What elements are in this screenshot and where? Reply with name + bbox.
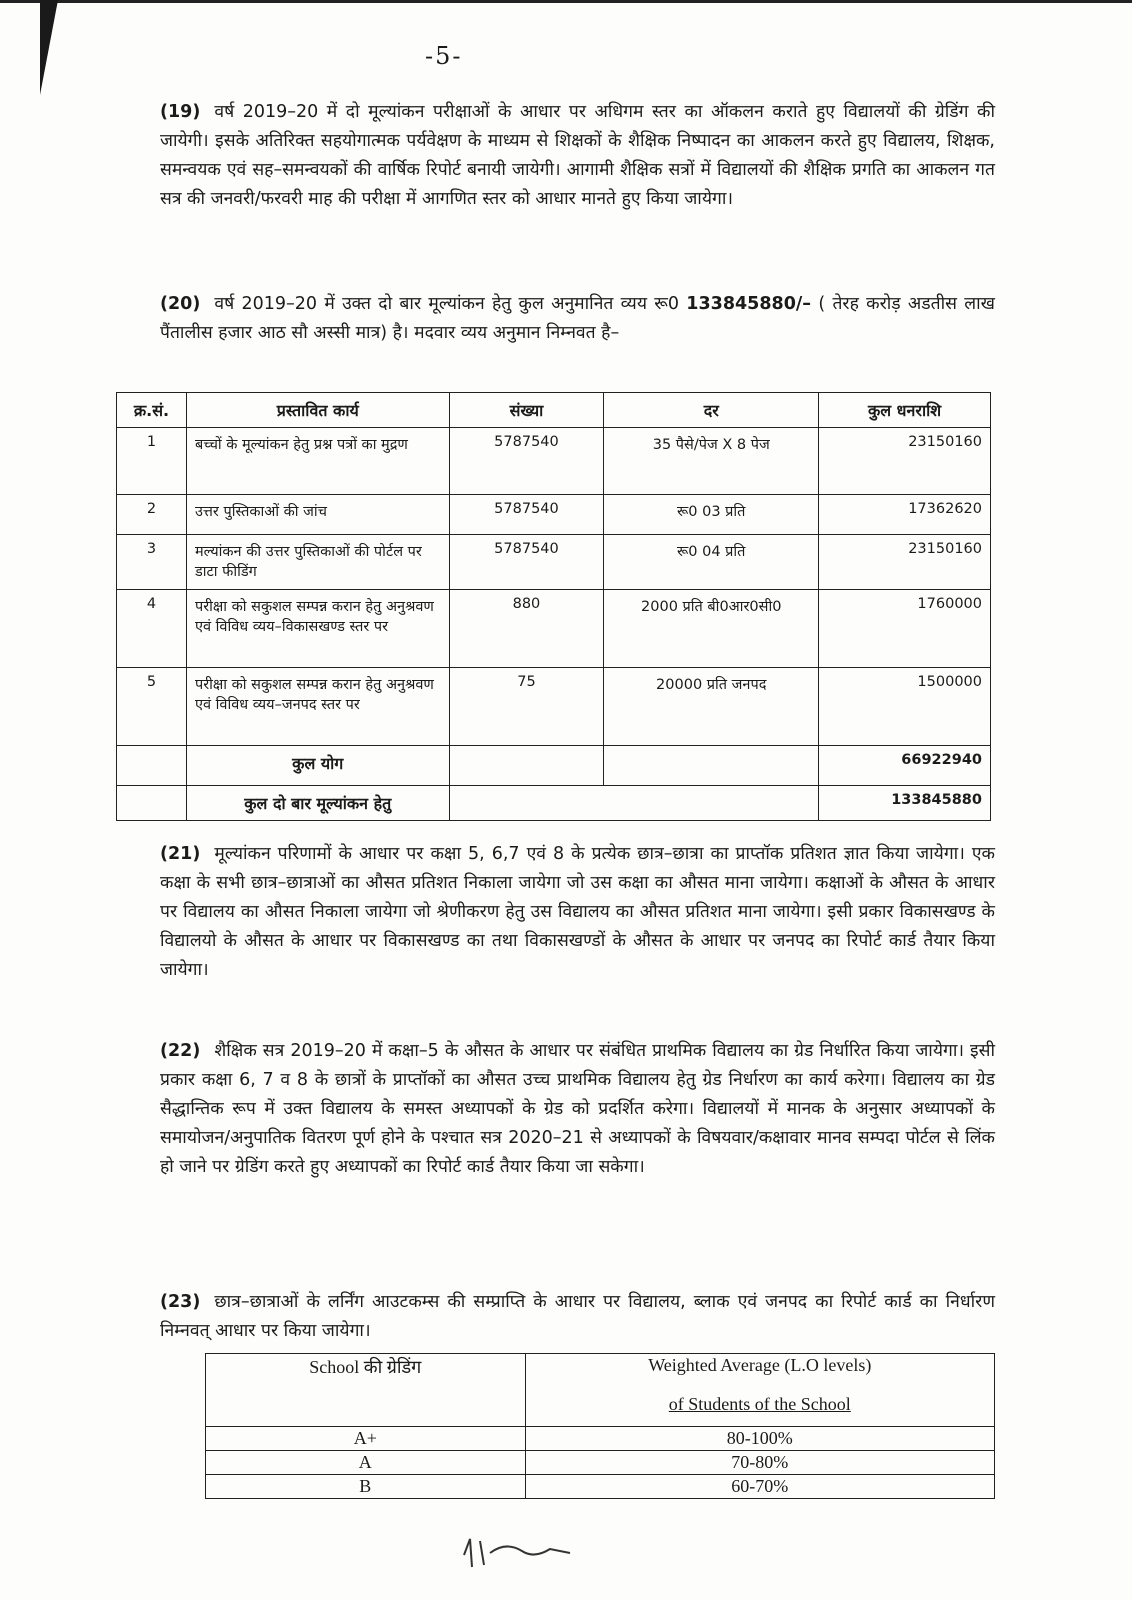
total-label: कुल योग — [186, 746, 449, 786]
cell-work: परीक्षा को सकुशल सम्पन्न करान हेतु अनुश्रवण एवं विविध व्यय–विकासखण्ड स्तर पर — [186, 590, 449, 668]
paragraph-number: (22) — [160, 1041, 201, 1061]
grading-header-row — [206, 1354, 995, 1427]
header-rate: दर — [604, 393, 819, 428]
total-value: 66922940 — [819, 746, 991, 786]
table-row — [117, 428, 991, 495]
cell-count: 880 — [449, 590, 604, 668]
cell-range: 70-80% — [525, 1451, 994, 1475]
cell-total: 23150160 — [819, 535, 991, 590]
cell-work: परीक्षा को सकुशल सम्पन्न करान हेतु अनुश्रवण एवं विविध व्यय–जनपद स्तर पर — [186, 668, 449, 746]
cost-estimate-table — [116, 392, 991, 821]
cell-rate: 2000 प्रति बी0आर0सी0 — [604, 590, 819, 668]
grading-table — [205, 1353, 995, 1499]
cell-range: 60-70% — [525, 1475, 994, 1499]
paragraph-text: मूल्यांकन परिणामों के आधार पर कक्षा 5, 6,7 एवं 8 के प्रत्येक छात्र–छात्रा का प्राप्तॉक प्रतिशत ज्ञात किया जायेगा। एक कक्षा के सभी छात्र–छात्राओं का औसत प्रतिशत निकाला जायेगा जो उस कक्षा का औसत माना जायेगा। कक्षाओं के औसत के आधार पर विद्यालय का औसत निकाला जायेगा जो श्रेणीकरण हेतु उस विद्यालय का औसत प्रतिशत माना जायेगा। इसी प्रकार विकासखण्ड के विद्यालयो के औसत के आधार पर विकासखण्ड का तथा विकासखण्डों के औसत के आधार पर जनपद का रिपोर्ट कार्ड तैयार किया जायेगा। — [160, 844, 995, 980]
table-row — [206, 1475, 995, 1499]
cell-sn: 1 — [117, 428, 187, 495]
cell-work: बच्चों के मूल्यांकन हेतु प्रश्न पत्रों का मुद्रण — [186, 428, 449, 495]
paragraph-22 — [160, 1037, 995, 1182]
table-row — [117, 590, 991, 668]
cell-sn: 3 — [117, 535, 187, 590]
total-row — [117, 746, 991, 786]
cell-count: 5787540 — [449, 535, 604, 590]
amount: 133845880/– — [686, 294, 812, 314]
paragraph-text: छात्र–छात्राओं के लर्निंग आउटकम्स की सम्प्राप्ति के आधार पर विद्यालय, ब्लाक एवं जनपद का रिपोर्ट कार्ड का निर्धारण निम्नवत् आधार पर किया जायेगा। — [160, 1292, 995, 1341]
cell-count: 5787540 — [449, 428, 604, 495]
header-total: कुल धनराशि — [819, 393, 991, 428]
paragraph-text: शैक्षिक सत्र 2019–20 में कक्षा–5 के औसत के आधार पर संबंधित प्राथमिक विद्यालय का ग्रेड निर्धारित किया जायेगा। इसी प्रकार कक्षा 6, 7 व 8 के छात्रों के प्राप्तॉकों का औसत उच्च प्राथमिक विद्यालय हेतु ग्रेड निर्धारण का कार्य करेगा। विद्यालय का ग्रेड सैद्धान्तिक रूप में उक्त विद्यालय के समस्त अध्यापकों के ग्रेड को प्रदर्शित करेगा। विद्यालयों में मानक के अनुसार अध्यापकों के समायोजन/अनुपातिक वितरण पूर्ण होने के पश्चात सत्र 2020–21 से अध्यापकों के विषयवार/कक्षावार मानव सम्पदा पोर्टल से लिंक हो जाने पर ग्रेडिंग करते हुए अध्यापकों का रिपोर्ट कार्ड तैयार किया जा सकेगा। — [160, 1041, 995, 1177]
header-sn: क्र.सं. — [117, 393, 187, 428]
grand-total-value: 133845880 — [819, 786, 991, 821]
cell-rate: 20000 प्रति जनपद — [604, 668, 819, 746]
cell-rate: रू0 03 प्रति — [604, 495, 819, 535]
cell-sn: 5 — [117, 668, 187, 746]
header-weighted-average: Weighted Average (L.O levels) of Students of the School — [525, 1354, 994, 1427]
cell-range: 80-100% — [525, 1427, 994, 1451]
cell-count: 5787540 — [449, 495, 604, 535]
paragraph-number: (20) — [160, 294, 201, 314]
paragraph-20 — [160, 290, 995, 348]
top-border-line — [0, 0, 1132, 3]
cell-sn: 2 — [117, 495, 187, 535]
grand-total-row — [117, 786, 991, 821]
table-row — [206, 1427, 995, 1451]
handwritten-signature — [460, 1533, 580, 1573]
paragraph-21 — [160, 840, 995, 985]
page-number: -5- — [425, 42, 463, 70]
paragraph-19 — [160, 98, 995, 214]
header-count: संख्या — [449, 393, 604, 428]
cell-count: 75 — [449, 668, 604, 746]
cell-grade: A+ — [206, 1427, 526, 1451]
scan-corner-shadow — [40, 0, 58, 95]
grand-total-label: कुल दो बार मूल्यांकन हेतु — [186, 786, 449, 821]
cell-rate: 35 पैसे/पेज X 8 पेज — [604, 428, 819, 495]
header-work: प्रस्तावित कार्य — [186, 393, 449, 428]
cell-sn: 4 — [117, 590, 187, 668]
paragraph-number: (19) — [160, 102, 201, 122]
cell-rate: रू0 04 प्रति — [604, 535, 819, 590]
paragraph-number: (21) — [160, 844, 201, 864]
table-row — [206, 1451, 995, 1475]
table-row — [117, 668, 991, 746]
cell-total: 1760000 — [819, 590, 991, 668]
table-row — [117, 535, 991, 590]
table-row — [117, 495, 991, 535]
paragraph-text: वर्ष 2019–20 में उक्त दो बार मूल्यांकन हेतु कुल अनुमानित व्यय रू0 — [214, 294, 679, 314]
paragraph-text: ( तेरह करोड़ अडतीस लाख पैंतालीस हजार आठ सौ अस्सी मात्र) है। मदवार व्यय अनुमान निम्नवत है– — [160, 294, 995, 343]
paragraph-number: (23) — [160, 1292, 201, 1312]
cell-total: 1500000 — [819, 668, 991, 746]
cell-total: 17362620 — [819, 495, 991, 535]
table-header-row — [117, 393, 991, 428]
cell-grade: B — [206, 1475, 526, 1499]
cell-grade: A — [206, 1451, 526, 1475]
cell-total: 23150160 — [819, 428, 991, 495]
cell-work: मल्यांकन की उत्तर पुस्तिकाओं की पोर्टल पर डाटा फीडिंग — [186, 535, 449, 590]
paragraph-text: वर्ष 2019–20 में दो मूल्यांकन परीक्षाओं के आधार पर अधिगम स्तर का ऑकलन कराते हुए विद्यालयों की ग्रेडिंग की जायेगी। इसके अतिरिक्त सहयोगात्मक पर्यवेक्षण के माध्यम से शिक्षकों के शैक्षिक निष्पादन का आकलन करते हुए विद्यालय, शिक्षक, समन्वयक एवं सह–समन्वयकों की वार्षिक रिपोर्ट बनायी जायेगी। आगामी शैक्षिक सत्रों में विद्यालयों की शैक्षिक प्रगति का आकलन गत सत्र की जनवरी/फरवरी माह की परीक्षा में आगणित स्तर को आधार मानते हुए किया जायेगा। — [160, 102, 995, 209]
paragraph-23 — [160, 1288, 995, 1346]
header-school-grading: School की ग्रेडिंग — [206, 1354, 526, 1427]
cell-work: उत्तर पुस्तिकाओं की जांच — [186, 495, 449, 535]
